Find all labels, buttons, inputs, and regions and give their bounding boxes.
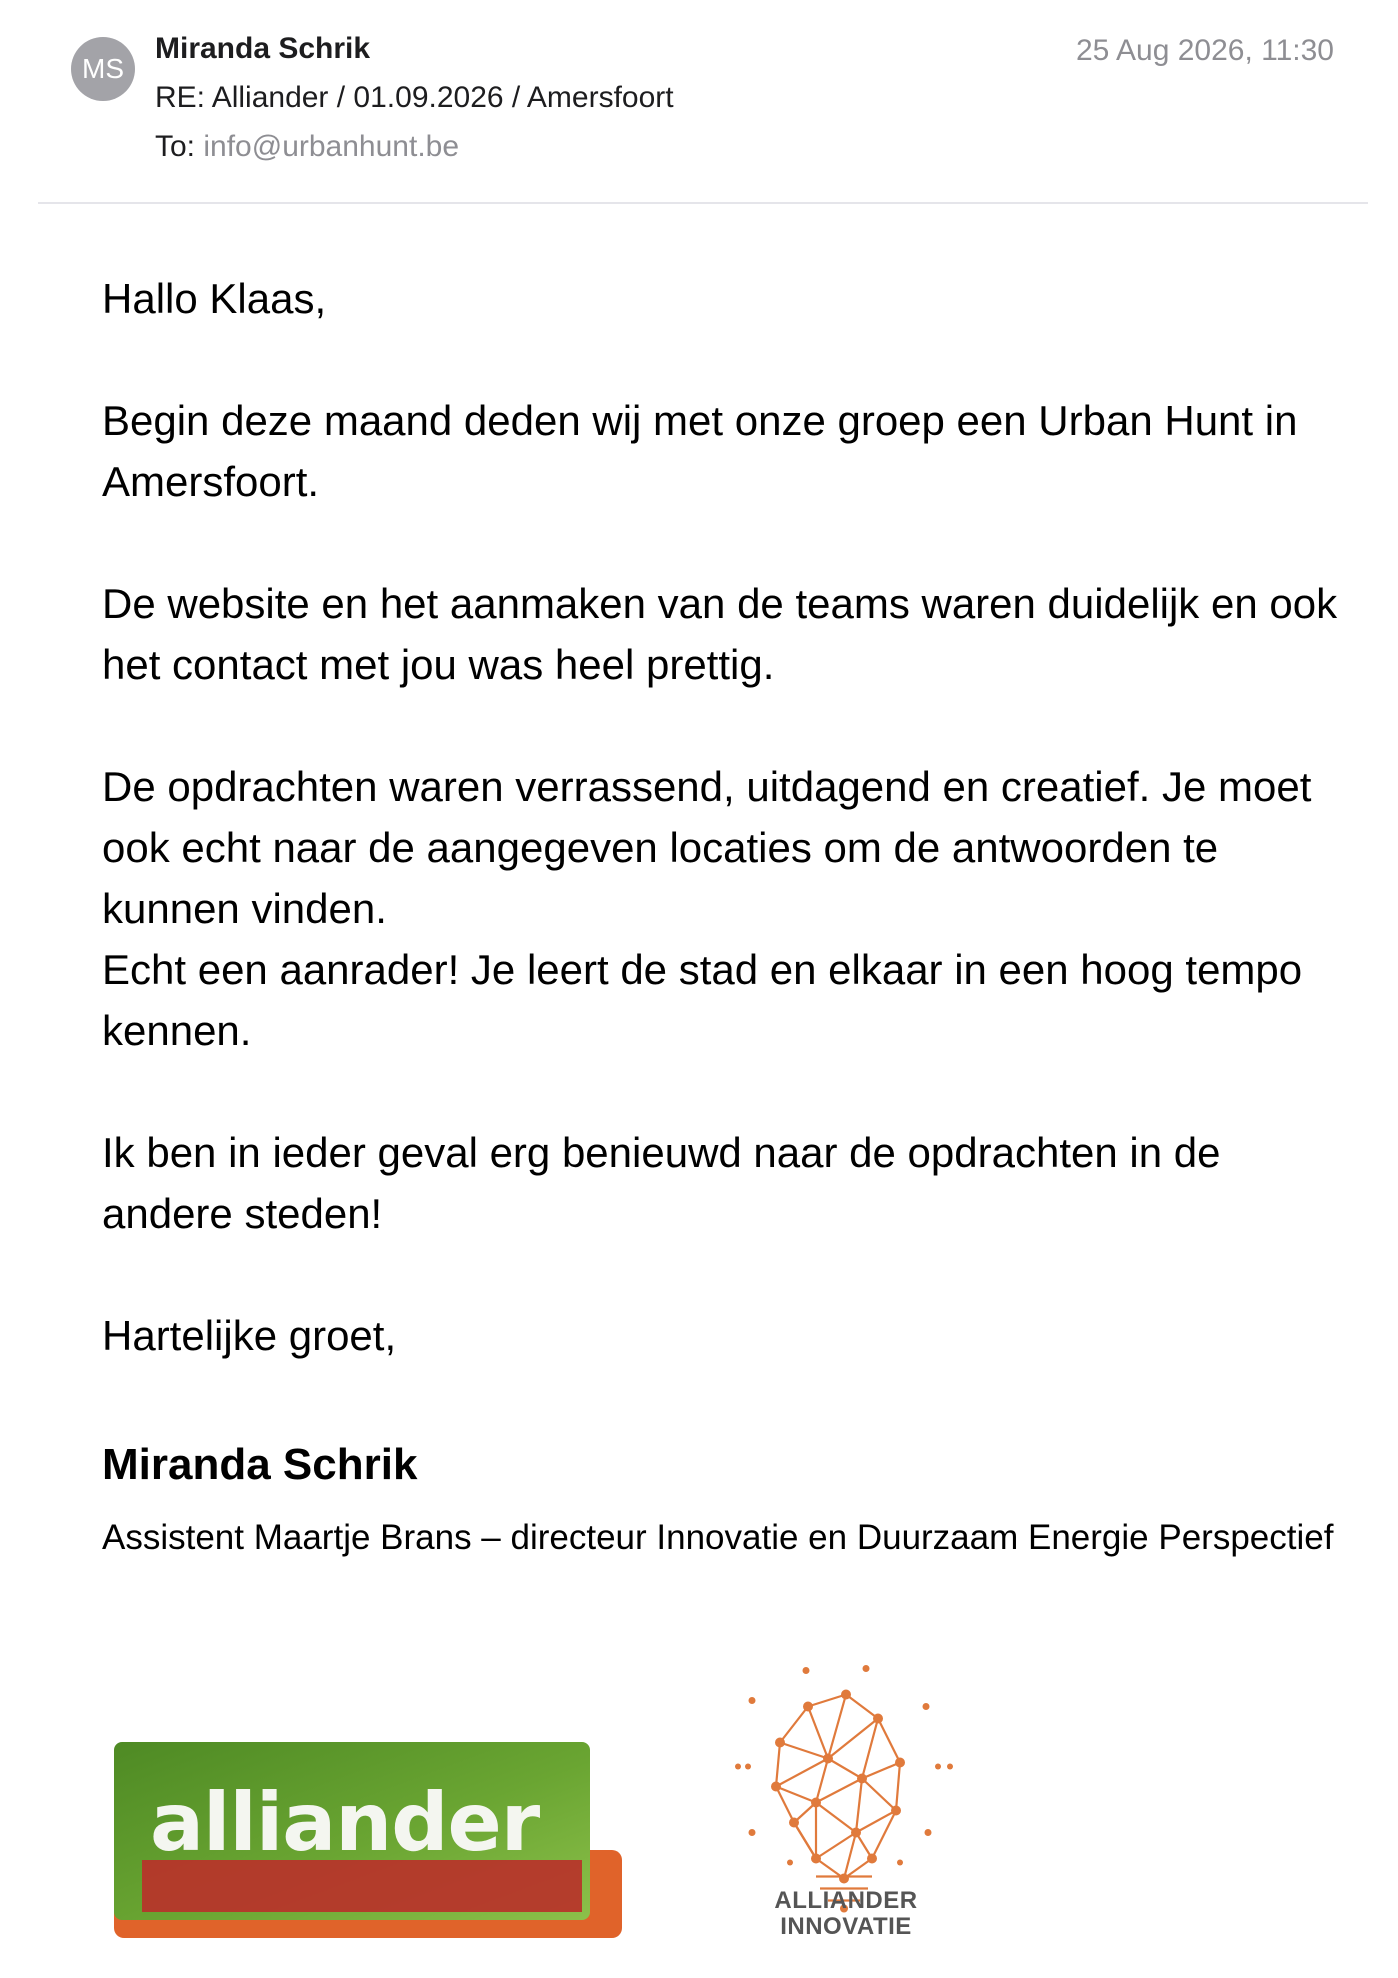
signature-name: Miranda Schrik: [102, 1440, 418, 1489]
body-paragraph: De website en het aanmaken van de teams waren duidelijk en ook het contact met jou was heel prettig.: [102, 580, 1338, 688]
header-divider: [38, 202, 1368, 204]
to-label: To:: [155, 130, 196, 163]
innovatie-line-1: ALLIANDER: [774, 1887, 918, 1914]
email-body: [102, 268, 1342, 1427]
body-paragraph: Ik ben in ieder geval erg benieuwd naar de opdrachten in de andere steden!: [102, 1129, 1221, 1237]
innovatie-line-2: INNOVATIE: [780, 1913, 912, 1940]
recipient-line: [155, 130, 459, 164]
body-paragraph: Begin deze maand deden wij met onze groep een Urban Hunt in Amersfoort.: [102, 397, 1298, 505]
body-paragraph: Echt een aanrader! Je leert de stad en elkaar in een hoog tempo kennen.: [102, 946, 1303, 1054]
email-subject: RE: Alliander / 01.09.2026 / Amersfoort: [155, 81, 674, 114]
recipient-address[interactable]: info@urbanhunt.be: [203, 130, 460, 163]
alliander-logo: [114, 1742, 622, 1938]
email-date: 25 Aug 2026, 11:30: [1075, 34, 1334, 67]
body-paragraph: De opdrachten waren verrassend, uitdagend en creatief. Je moet ook echt naar de aangegeven locaties om de antwoorden te kunnen vinden.: [102, 763, 1312, 932]
signature-role: Assistent Maartje Brans – directeur Innovatie en Duurzaam Energie Perspectief: [102, 1518, 1334, 1557]
sender-name[interactable]: Miranda Schrik: [155, 32, 371, 65]
greeting: Hallo Klaas,: [102, 275, 327, 322]
alliander-wordmark: alliander: [150, 1776, 540, 1869]
email-header: [0, 0, 1398, 204]
sender-avatar[interactable]: MS: [71, 37, 135, 101]
closing: Hartelijke groet,: [102, 1312, 397, 1359]
alliander-innovatie-logo-text: [732, 1888, 960, 1940]
